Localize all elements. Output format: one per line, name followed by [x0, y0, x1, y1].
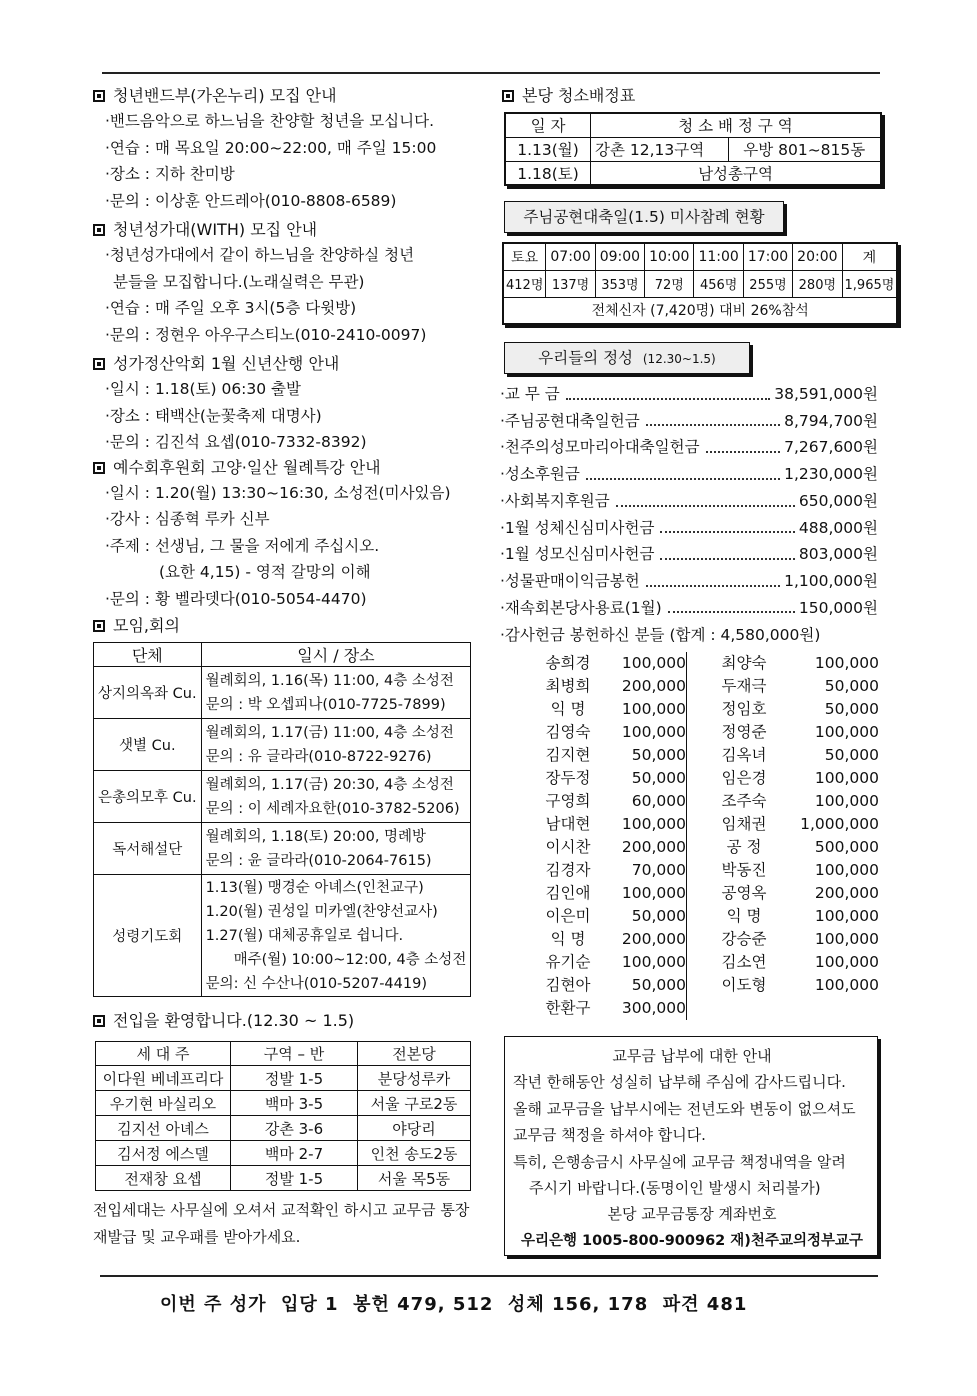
table-row [503, 270, 897, 297]
donor-amount: 100,000 [814, 792, 879, 810]
donor-name: 이은미 [545, 907, 591, 925]
notice-line: 작년 한해동안 성실히 납부해 주심에 감사드립니다. [513, 1073, 846, 1092]
donor-name: 이시찬 [545, 838, 591, 856]
district: 정발 1-5 [231, 1166, 358, 1191]
donor-amount: 100,000 [614, 813, 687, 836]
welcome-note: 재발급 및 교우패를 받아가세요. [93, 1227, 301, 1246]
household-head: 이다원 베네프리다 [96, 1066, 231, 1091]
meeting-detail: 월례회의, 1.18(토) 20:00, 명례방 문의 : 윤 글라라(010-2064-7615) [201, 823, 471, 875]
leader-dots [660, 541, 794, 560]
donor-amount [799, 997, 879, 1020]
donor-amount: 50,000 [824, 700, 879, 718]
meetings-title: 모임,회의 [93, 614, 473, 638]
lecture-line: ·강사 : 심종혁 루카 신부 [105, 510, 270, 528]
donor-name: 이도형 [721, 976, 767, 994]
right-column [502, 84, 882, 186]
donor-name: 익 명 [550, 930, 586, 948]
table-row [94, 823, 471, 875]
table-header: 일시 / 장소 [201, 643, 471, 667]
donor-amount: 200,000 [614, 675, 687, 698]
mass-time: 07:00 [546, 243, 595, 270]
cleaning-date: 1.13(월) [505, 137, 591, 161]
group-name: 샛별 Cu. [94, 719, 202, 771]
attendance-count: 353명 [595, 270, 644, 297]
lecture-line: ·주제 : 선생님, 그 물을 저에게 주십시오. [105, 536, 380, 555]
donor-amount: 100,000 [814, 654, 879, 672]
cleaning-table [504, 112, 882, 186]
table-row [96, 1066, 471, 1091]
table-header: 단체 [94, 643, 202, 667]
household-head: 전재창 요셉 [96, 1166, 231, 1191]
thanks-offering-heading: ·감사헌금 봉헌하신 분들 (합계 : 4,580,000원) [500, 626, 821, 645]
hiking-title: 성가정산악회 1월 신년산행 안내 [93, 352, 473, 376]
table-header: 청 소 배 정 구 역 [591, 113, 882, 137]
group-name: 성령기도회 [94, 875, 202, 997]
donor-name: 김경자 [545, 861, 591, 879]
offering-item: ·사회복지후원금 650,000원 [500, 488, 878, 515]
offering-title: 우리들의 정성 (12.30~1.5) [504, 342, 750, 374]
table-header: 일 자 [505, 113, 591, 137]
hiking-line: ·문의 : 김진석 요셉(010-7332-8392) [105, 433, 367, 451]
donor-amount: 50,000 [614, 905, 687, 928]
donor-name: 구영희 [545, 792, 591, 810]
offering-item: ·천주의성모마리아대축일헌금 7,267,600원 [500, 434, 878, 461]
donor-amount: 100,000 [814, 769, 879, 787]
donor-name: 유기순 [545, 953, 591, 971]
table-row [94, 771, 471, 823]
band-line: ·밴드음악으로 하느님을 찬양할 청년을 모십니다. [105, 112, 435, 130]
donor-amount: 200,000 [614, 836, 687, 859]
donor-row [522, 905, 879, 928]
tithe-notice-box [504, 1036, 878, 1256]
attendance-title: 주님공현대축일(1.5) 미사참례 현황 [504, 201, 784, 233]
donor-name: 조주숙 [721, 792, 767, 810]
lecture-line: ·문의 : 황 벨라뎃다(010-5054-4470) [105, 589, 367, 608]
donor-amount: 50,000 [614, 744, 687, 767]
district: 강촌 3-6 [231, 1116, 358, 1141]
donor-row [522, 698, 879, 721]
table-row [96, 1166, 471, 1191]
donor-amount: 500,000 [814, 838, 879, 856]
band-line: ·문의 : 이상훈 안드레아(010-8808-6589) [105, 191, 397, 210]
previous-parish: 서울 목5동 [358, 1166, 471, 1191]
cleaning-title: 본당 청소배정표 [502, 84, 882, 108]
table-row [96, 1141, 471, 1166]
lecture-line: ·일시 : 1.20(월) 13:30~16:30, 소성전(미사있음) [105, 483, 451, 502]
offering-item: ·성물판매이익금봉헌 1,100,000원 [500, 568, 878, 595]
meetings-table [93, 642, 471, 997]
leader-dots [646, 408, 780, 427]
choir-line: ·청년성가대에서 같이 하느님을 찬양하실 청년 [105, 246, 415, 264]
notice-line: 교무금 책정을 하셔야 합니다. [513, 1126, 706, 1145]
meeting-detail: 월례회의, 1.17(금) 20:30, 4층 소성전 문의 : 이 세례자요한(010-3782-5206) [201, 771, 471, 823]
offering-item: ·교 무 금 38,591,000원 [500, 381, 878, 408]
district: 백마 2-7 [231, 1141, 358, 1166]
welcome-table [95, 1041, 471, 1191]
donor-name: 임은경 [721, 769, 767, 787]
table-row [503, 297, 897, 324]
donor-amount: 100,000 [814, 723, 879, 741]
leader-dots [566, 381, 771, 400]
donor-name: 최병희 [545, 677, 591, 695]
attendance-count: 412명 [503, 270, 546, 297]
donor-name: 송희경 [545, 654, 591, 672]
donor-row [522, 675, 879, 698]
mass-time: 20:00 [793, 243, 842, 270]
district: 정발 1-5 [231, 1066, 358, 1091]
leader-dots [660, 515, 794, 534]
table-header: 구역 – 반 [231, 1042, 358, 1066]
donor-amount: 50,000 [824, 677, 879, 695]
donor-amount: 100,000 [814, 861, 879, 879]
table-row [94, 875, 471, 997]
donor-row [522, 974, 879, 997]
donor-name: 김인애 [545, 884, 591, 902]
donor-name: 최양숙 [721, 654, 767, 672]
donor-name: 김지현 [545, 746, 591, 764]
donor-row [522, 790, 879, 813]
square-bullet-icon [93, 462, 105, 474]
donor-name: 공영옥 [721, 884, 767, 902]
donor-name: 남대현 [545, 815, 591, 833]
notice-line: 본당 교무금통장 계좌번호 [607, 1205, 777, 1224]
mass-time: 17:00 [743, 243, 792, 270]
table-row [505, 137, 881, 161]
mass-time: 10:00 [645, 243, 694, 270]
table-header: 전본당 [358, 1042, 471, 1066]
donor-amount: 50,000 [824, 746, 879, 764]
table-header-row [505, 113, 881, 137]
donor-name [687, 997, 800, 1020]
donor-amount: 1,000,000 [800, 815, 879, 833]
donor-table [522, 652, 879, 1020]
band-line: ·연습 : 매 목요일 20:00~22:00, 매 주일 15:00 [105, 138, 437, 157]
attendance-count: 1,965명 [842, 270, 897, 297]
donor-amount: 300,000 [614, 997, 687, 1020]
donor-amount: 50,000 [614, 767, 687, 790]
previous-parish: 서울 구로2동 [358, 1091, 471, 1116]
mass-time: 계 [842, 243, 897, 270]
donor-row [522, 836, 879, 859]
table-header-row [503, 243, 897, 270]
leader-dots [668, 595, 795, 614]
previous-parish: 분당성루카 [358, 1066, 471, 1091]
donor-name: 한환구 [545, 999, 591, 1017]
lecture-line: (요한 4,15) - 영적 갈망의 이해 [159, 563, 371, 581]
leader-dots [586, 461, 780, 480]
attendance-count: 72명 [645, 270, 694, 297]
donor-row [522, 652, 879, 675]
household-head: 김서정 에스델 [96, 1141, 231, 1166]
leader-dots [616, 488, 795, 507]
table-row [94, 719, 471, 771]
attendance-count: 255명 [743, 270, 792, 297]
attendance-count: 137명 [546, 270, 595, 297]
donor-name: 박동진 [721, 861, 767, 879]
hymn-footer: 이번 주 성가 입당 1 봉헌 479, 512 성체 156, 178 파견 481 [160, 1294, 748, 1315]
attendance-table [502, 242, 898, 325]
donor-amount: 100,000 [614, 698, 687, 721]
donor-amount: 60,000 [614, 790, 687, 813]
donor-amount: 100,000 [614, 951, 687, 974]
donor-amount: 200,000 [614, 928, 687, 951]
group-name: 독서해설단 [94, 823, 202, 875]
band-title: 청년밴드부(가온누리) 모집 안내 [93, 84, 473, 108]
square-bullet-icon [93, 90, 105, 102]
donor-amount: 200,000 [814, 884, 879, 902]
square-bullet-icon [93, 358, 105, 370]
donor-name: 정영준 [721, 723, 767, 741]
square-bullet-icon [93, 620, 105, 632]
donor-name: 장두정 [545, 769, 591, 787]
household-head: 우기현 바실리오 [96, 1091, 231, 1116]
district: 백마 3-5 [231, 1091, 358, 1116]
offering-item: ·1월 성모신심미사헌금 803,000원 [500, 541, 878, 568]
mass-time: 토요 [503, 243, 546, 270]
cleaning-area: 강촌 12,13구역 [591, 137, 729, 161]
offering-item: ·재속회본당사용료(1월) 150,000원 [500, 595, 878, 622]
donor-name: 두재극 [721, 677, 767, 695]
offering-item: ·1월 성체신심미사헌금 488,000원 [500, 515, 878, 542]
table-header-row [94, 643, 471, 667]
donor-amount: 100,000 [614, 721, 687, 744]
square-bullet-icon [502, 90, 514, 102]
choir-line: ·문의 : 정현우 아우구스티노(010-2410-0097) [105, 325, 427, 344]
attendance-total: 전체신자 (7,420명) 대비 26%참석 [503, 297, 897, 324]
cleaning-area: 우방 801~815동 [728, 137, 881, 161]
choir-line: 분들을 모집합니다.(노래실력은 무관) [113, 272, 365, 291]
notice-line: 올해 교무금을 납부시에는 전년도와 변동이 없으셔도 [513, 1099, 856, 1118]
donor-name: 정임호 [721, 700, 767, 718]
choir-line: ·연습 : 매 주일 오후 3시(5층 다윗방) [105, 299, 357, 317]
table-row [94, 667, 471, 719]
table-row [96, 1116, 471, 1141]
donor-name: 익 명 [726, 907, 762, 925]
offering-item: ·주님공현대축일헌금 8,794,700원 [500, 408, 878, 435]
welcome-title: 전입을 환영합니다.(12.30 ~ 1.5) [93, 1009, 473, 1033]
donor-name: 공 정 [726, 838, 762, 856]
donor-amount: 100,000 [614, 882, 687, 905]
square-bullet-icon [93, 224, 105, 236]
donor-name: 김현아 [545, 976, 591, 994]
donor-amount: 100,000 [814, 907, 879, 925]
leader-dots [646, 568, 780, 587]
donor-row [522, 744, 879, 767]
donor-name: 김소연 [721, 953, 767, 971]
donor-row [522, 721, 879, 744]
meeting-detail: 1.13(월) 맹경순 아녜스(인천교구) 1.20(월) 권성일 미카엘(찬양선교사) 1.27(월) 대체공휴일로 쉽니다. 매주(월) 10:00~12:00, 4층 소성전 문의: 신 수산나(010-5207-4419) [201, 875, 471, 997]
donor-amount: 100,000 [814, 930, 879, 948]
mass-time: 11:00 [694, 243, 743, 270]
group-name: 상지의옥좌 Cu. [94, 667, 202, 719]
donor-amount: 70,000 [614, 859, 687, 882]
donor-row [522, 813, 879, 836]
donor-name: 익 명 [550, 700, 586, 718]
table-header: 세 대 주 [96, 1042, 231, 1066]
household-head: 김지선 아녜스 [96, 1116, 231, 1141]
cleaning-area: 남성총구역 [591, 161, 882, 185]
mass-time: 09:00 [595, 243, 644, 270]
donor-amount: 100,000 [814, 976, 879, 994]
leader-dots [706, 434, 781, 453]
donor-row [522, 951, 879, 974]
bank-account: 우리은행 1005-800-900962 재)천주교의정부교구 [520, 1232, 863, 1249]
offering-item: ·성소후원금 1,230,000원 [500, 461, 878, 488]
group-name: 은총의모후 Cu. [94, 771, 202, 823]
previous-parish: 인천 송도2동 [358, 1141, 471, 1166]
table-row [505, 161, 881, 185]
donor-amount: 100,000 [614, 652, 687, 675]
hiking-line: ·장소 : 태백산(눈꽃축제 대명사) [105, 406, 322, 425]
top-rule [102, 72, 880, 74]
bottom-rule [100, 1275, 878, 1277]
lecture-title: 예수회후원회 고양·일산 월례특강 안내 [93, 456, 473, 480]
donor-row [522, 997, 879, 1020]
donor-row [522, 859, 879, 882]
cleaning-date: 1.18(토) [505, 161, 591, 185]
donor-name: 임채권 [721, 815, 767, 833]
donor-name: 김영숙 [545, 723, 591, 741]
donor-name: 김옥녀 [721, 746, 767, 764]
notice-line: 특히, 은행송금시 사무실에 교무금 책정내역을 알려 [513, 1152, 846, 1171]
donor-name: 강승준 [721, 930, 767, 948]
donor-row [522, 882, 879, 905]
attendance-count: 456명 [694, 270, 743, 297]
offering-list [500, 381, 878, 649]
hiking-line: ·일시 : 1.18(토) 06:30 출발 [105, 380, 301, 398]
previous-parish: 야당리 [358, 1116, 471, 1141]
welcome-note: 전입세대는 사무실에 오셔서 교적확인 하시고 교무금 통장 [93, 1201, 470, 1219]
table-row [96, 1091, 471, 1116]
meeting-detail: 월례회의, 1.16(목) 11:00, 4층 소성전 문의 : 박 오셉피나(010-7725-7899) [201, 667, 471, 719]
donor-row [522, 767, 879, 790]
donor-amount: 50,000 [614, 974, 687, 997]
table-header-row [96, 1042, 471, 1066]
attendance-count: 280명 [793, 270, 842, 297]
square-bullet-icon [93, 1015, 105, 1027]
notice-title: 교무금 납부에 대한 안내 [612, 1047, 772, 1065]
meeting-detail: 월례회의, 1.17(금) 11:00, 4층 소성전 문의 : 유 글라라(010-8722-9276) [201, 719, 471, 771]
choir-title: 청년성가대(WITH) 모집 안내 [93, 218, 473, 242]
donor-row [522, 928, 879, 951]
left-column [93, 84, 473, 1250]
donor-amount: 100,000 [814, 953, 879, 971]
notice-line: 주시기 바랍니다.(동명이인 발생시 처리불가) [529, 1179, 821, 1198]
band-line: ·장소 : 지하 찬미방 [105, 165, 235, 183]
